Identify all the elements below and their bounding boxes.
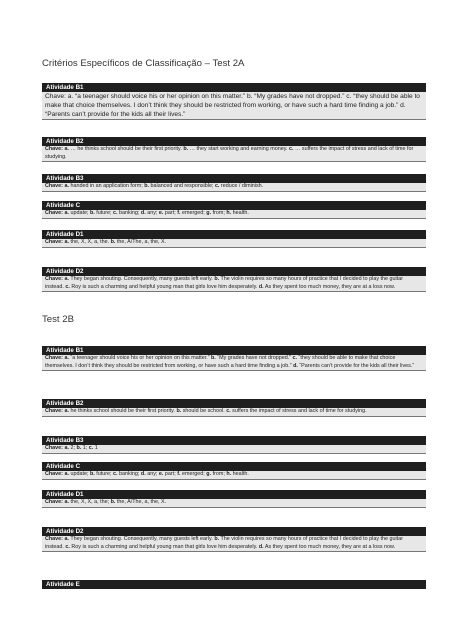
test2b-atividade-b2 <box>42 399 426 417</box>
answer-text: They began shouting. Consequently, many guests left early. <box>68 536 215 542</box>
answer-text: 2; <box>68 445 77 451</box>
answer-text: from; <box>211 471 227 477</box>
answer-label: b. <box>110 239 116 245</box>
answer-label: c. <box>65 283 70 290</box>
answer-text: health. <box>231 471 249 477</box>
answer-label: Chave: a. <box>45 499 69 505</box>
test2b-atividade-d2 <box>42 527 426 552</box>
answer-text: any; <box>145 471 159 477</box>
answer-text: future; <box>94 210 114 216</box>
test-2b-title: Test 2B <box>42 314 74 325</box>
answer-text: … they start working and earning money. <box>188 146 289 152</box>
answer-label: b. <box>89 471 95 477</box>
section-header: Atividade B3 <box>42 436 426 445</box>
answer-key <box>42 408 426 417</box>
answer-text: part; <box>163 471 178 477</box>
answer-text: balanced and responsible; <box>149 183 215 189</box>
answer-label: d. <box>258 543 264 550</box>
answer-text: banking; <box>117 210 141 216</box>
answer-text: from; <box>211 210 227 216</box>
answer-text: should be school. <box>181 408 227 414</box>
answer-text: emerged; <box>180 210 207 216</box>
answer-text: the, A/The, a, the, X. <box>115 239 167 245</box>
answer-text: update; <box>68 210 90 216</box>
answer-label: h. <box>226 210 232 216</box>
answer-text: The violin requires so many hours of practice that I decided to play the guitar instead. <box>45 276 403 290</box>
section-header: Atividade D1 <box>42 230 426 239</box>
answer-text: 1; <box>81 445 89 451</box>
answer-text: update; <box>68 471 90 477</box>
section-header: Atividade C <box>42 462 426 471</box>
answer-text: the, X, X, a, the; <box>68 499 111 505</box>
answer-label: b. <box>214 276 220 282</box>
test2b-atividade-d1 <box>42 490 426 508</box>
answer-text: handed in an application form; <box>68 183 145 189</box>
answer-label: Chave: a. <box>45 408 69 414</box>
answer-text: “they should be able to make that choice themselves. I don’t think they should be restricted from working, or have such a hard time finding a job.” <box>45 355 396 369</box>
answer-text: future; <box>94 471 114 477</box>
test2b-atividade-b3 <box>42 436 426 454</box>
test2a-atividade-d1 <box>42 230 426 248</box>
answer-text: 1 <box>93 445 98 451</box>
answer-label: b. <box>144 183 149 189</box>
section-header: Atividade B2 <box>42 137 426 146</box>
answer-label: c. <box>113 210 118 216</box>
answer-text: The violin requires so many hours of practice that I decided to play the guitar instead. <box>45 536 403 550</box>
section-header: Atividade B3 <box>42 174 426 183</box>
answer-text: suffers the impact of stress and lack of time for studying. <box>230 408 367 414</box>
test2a-atividade-b1 <box>42 83 426 120</box>
answer-label: c. <box>289 146 294 152</box>
answer-key <box>42 210 426 219</box>
section-header: Atividade D2 <box>42 527 426 536</box>
answer-label: d. <box>258 283 264 290</box>
answer-label: g. <box>206 210 212 216</box>
answer-label: b. <box>110 499 116 505</box>
answer-label: Chave: a. <box>45 355 69 361</box>
answer-label: Chave: a. <box>45 445 69 451</box>
answer-label: c. <box>88 445 94 451</box>
answer-text: he thinks school should be their first priority. <box>68 408 177 414</box>
answer-label: d. <box>293 362 298 369</box>
section-header: Atividade E <box>42 580 426 589</box>
answer-label: Chave: a. <box>45 146 69 152</box>
section-header: Atividade D2 <box>42 267 426 276</box>
test2a-atividade-b2 <box>42 137 426 162</box>
answer-label: c. <box>214 183 220 189</box>
section-header: Atividade B1 <box>42 83 426 92</box>
answer-label: b. <box>183 146 189 152</box>
answer-label: Chave: a. <box>45 210 69 216</box>
test2b-atividade-c <box>42 462 426 480</box>
answer-label: b. <box>211 355 216 361</box>
answer-key <box>42 276 426 292</box>
test-2a-title: Critérios Específicos de Classificação – Test 2A <box>42 58 245 69</box>
section-header: Atividade B2 <box>42 399 426 408</box>
answer-label: Chave: a. <box>45 239 69 245</box>
answer-key <box>42 146 426 162</box>
answer-text: “a teenager should voice his or her opinion on this matter.” <box>68 355 212 361</box>
answer-text: … suffers the impact of stress and lack of time for studying. <box>45 146 414 160</box>
answer-label: c. <box>292 355 298 361</box>
answer-text: part; <box>163 210 178 216</box>
answer-label: f. <box>177 471 181 477</box>
answer-key <box>42 355 426 371</box>
section-header: Atividade C <box>42 201 426 210</box>
section-header: Atividade D1 <box>42 490 426 499</box>
answer-label: b. <box>89 210 95 216</box>
answer-key <box>42 239 426 248</box>
answer-text: health. <box>231 210 249 216</box>
answer-label: b. <box>176 408 182 414</box>
answer-label: h. <box>226 471 232 477</box>
answer-text: … he thinks school should be their first priority. <box>68 146 184 152</box>
answer-label: Chave: a. <box>45 276 69 282</box>
answer-label: c. <box>65 543 70 550</box>
answer-key <box>42 536 426 552</box>
answer-text: the, X, X, a, the. <box>68 239 111 245</box>
answer-label: c. <box>113 471 118 477</box>
answer-text: As they spent too much money, they are at a loss now. <box>263 283 396 290</box>
answer-text: banking; <box>117 471 141 477</box>
answer-text: any; <box>145 210 159 216</box>
answer-label: Chave: a. <box>45 183 69 189</box>
answer-key <box>42 471 426 480</box>
answer-text: As they spent too much money, they are at a loss now. <box>263 543 396 550</box>
answer-key <box>42 499 426 508</box>
answer-label: d. <box>140 210 146 216</box>
test2a-atividade-d2 <box>42 267 426 292</box>
answer-text: emerged; <box>180 471 207 477</box>
answer-label: b. <box>214 536 220 542</box>
answer-text: Chave: a. “a teenager should voice his or her opinion on this matter.” b. “My grades have not dropped.” c. “they should be able to make that choice themselves. I don’t think they should be restricted from working, or have such a hard time finding a job.” d. “Parents can’t provide for the kids all their lives.” <box>45 93 420 118</box>
answer-label: e. <box>158 471 164 477</box>
answer-text: reduce / diminish. <box>219 183 264 189</box>
test2a-atividade-b3 <box>42 174 426 192</box>
answer-label: e. <box>158 210 164 216</box>
test2b-atividade-b1 <box>42 346 426 371</box>
answer-label: b. <box>76 445 82 451</box>
test2b-atividade-e <box>42 580 426 589</box>
answer-text: Roy is such a charming and helpful young man that girls love him desperately. <box>69 543 259 550</box>
answer-label: Chave: a. <box>45 471 69 477</box>
answer-label: d. <box>140 471 146 477</box>
answer-key <box>42 92 426 120</box>
answer-text: the, A/The, a, the, X. <box>115 499 167 505</box>
answer-text: “My grades have not dropped.” <box>215 355 293 361</box>
answer-label: g. <box>206 471 212 477</box>
test2a-atividade-c <box>42 201 426 219</box>
answer-label: f. <box>177 210 181 216</box>
answer-text: Roy is such a charming and helpful young man that girls love him desperately. <box>69 283 259 290</box>
answer-label: c. <box>226 408 231 414</box>
answer-text: “Parents can’t provide for the kids all their lives.” <box>297 362 415 369</box>
answer-label: Chave: a. <box>45 536 69 542</box>
section-header: Atividade B1 <box>42 346 426 355</box>
answer-key <box>42 183 426 192</box>
answer-text: They began shouting. Consequently, many guests left early. <box>68 276 215 282</box>
answer-key <box>42 445 426 454</box>
